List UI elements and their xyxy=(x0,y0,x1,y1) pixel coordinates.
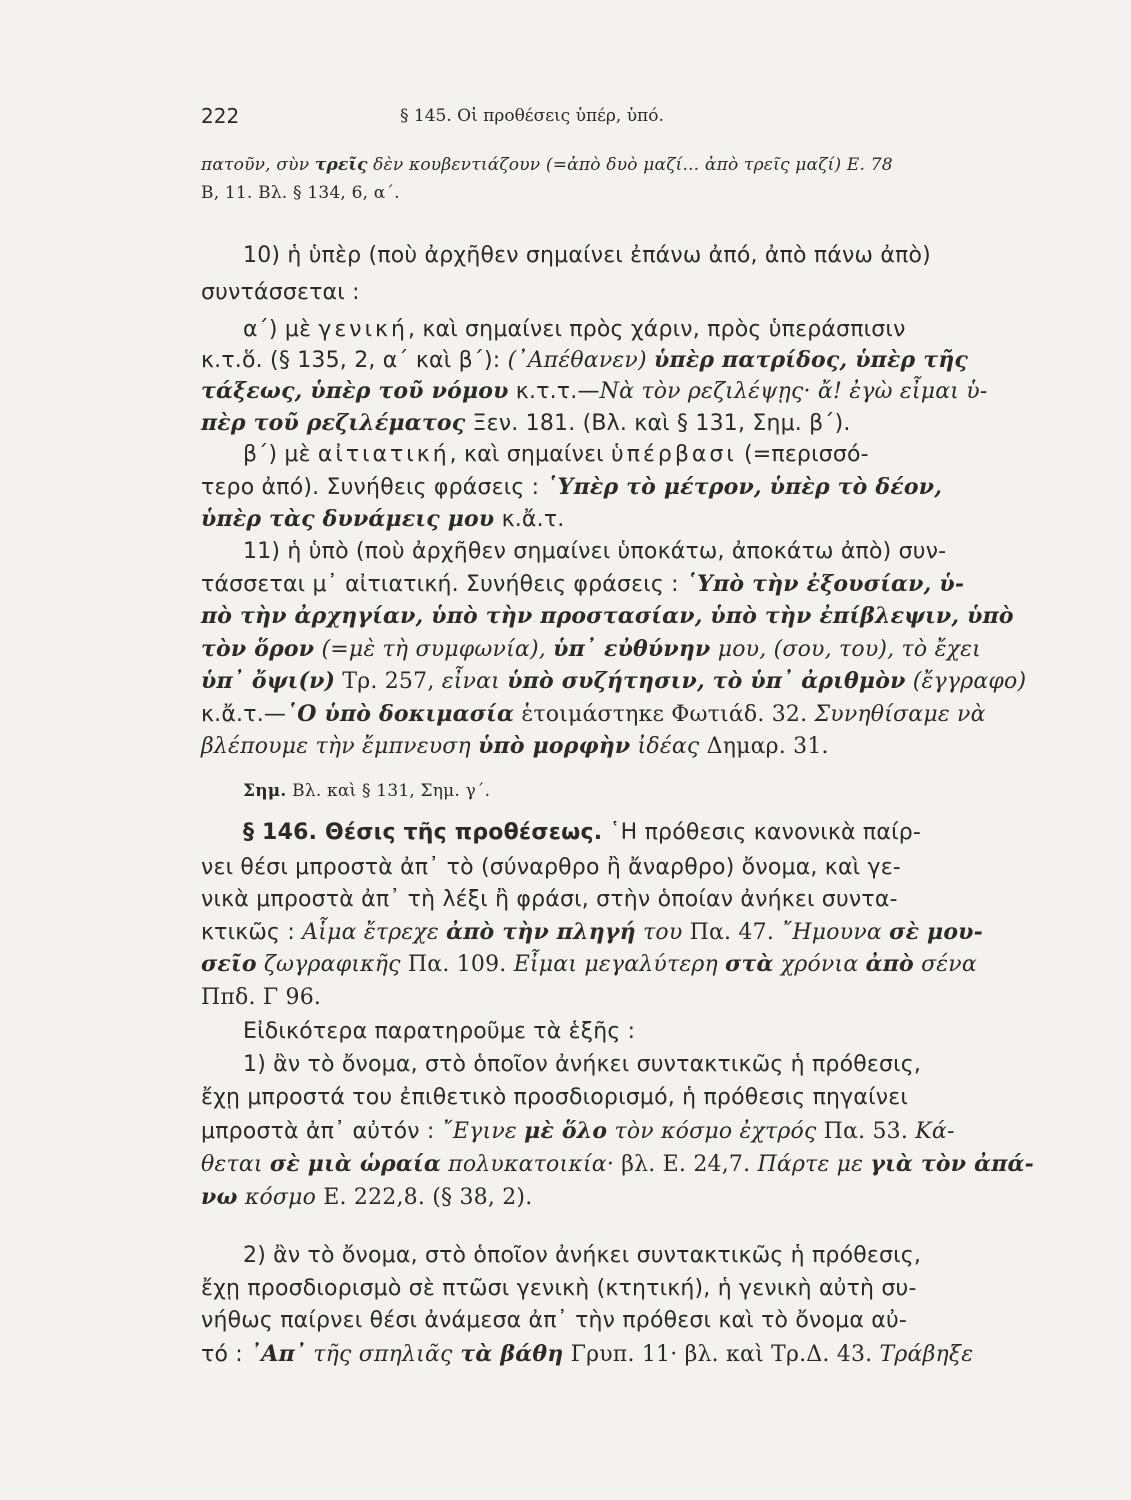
text-line-17: κ.ἄ.τ.—῾Ο ὑπὸ δοκιμασία ἑτοιμάστηκε Φωτιάδ. 32. Συνηθίσαμε νὰ xyxy=(201,701,986,727)
text-line-21: νει θέσι μπροστὰ ἀπ᾿ τὸ (σύναρθρο ἢ ἄναρθρο) ὄνομα, καὶ γε- xyxy=(201,855,901,880)
text-line-14: πὸ τὴν ἀρχηγίαν, ὑπὸ τὴν προστασίαν, ὑπὸ τὴν ἐπίβλεψιν, ὑπὸ xyxy=(201,603,1014,629)
text-line-30: θεται σὲ μιὰ ὡραία πολυκατοικία· βλ. Ε. 24,7. Πάρτε με γιὰ τὸν ἀπά- xyxy=(201,1151,1034,1177)
text-line-18: βλέπουμε τὴν ἔμπνευση ὑπὸ μορφὴν ἰδέας Δημαρ. 31. xyxy=(201,733,829,759)
text-line-32: 2) ἂν τὸ ὄνομα, στὸ ὁποῖον ἀνήκει συντακτικῶς ἡ πρόθεσις, xyxy=(243,1243,922,1268)
section-146-heading: § 146. Θέσις τῆς προθέσεως. xyxy=(243,820,603,845)
text-line-33: ἔχῃ προσδιορισμὸ σὲ πτῶσι γενικὴ (κτητική), ἡ γενικὴ αὐτὴ συ- xyxy=(201,1276,917,1301)
paragraph-11-line-1: 11) ἡ ὑπὸ (ποὺ ἀρχῆθεν σημαίνει ὑποκάτω, ἀποκάτω ἀπὸ) συν- xyxy=(243,539,947,564)
text-line-35: τό : ᾿Απ᾿ τῆς σπηλιᾶς τὰ βάθη Γρυπ. 11· βλ. καὶ Τρ.Δ. 43. Τράβηξε xyxy=(201,1341,974,1367)
text-line-26: Εἰδικότερα παρατηροῦμε τὰ ἑξῆς : xyxy=(243,1019,636,1044)
note-line: Σημ. Βλ. καὶ § 131, Σημ. γ΄. xyxy=(243,781,491,801)
text-line-34: νήθως παίρνει θέσι ἀνάμεσα ἀπ᾿ τὴν πρόθεσι καὶ τὸ ὄνομα αὐ- xyxy=(201,1308,908,1333)
text-line-10: τερο ἀπό). Συνήθεις φράσεις : ῾Υπὲρ τὸ μέτρον, ὑπὲρ τὸ δέον, xyxy=(201,474,943,500)
page-number: 222 xyxy=(201,104,240,128)
text-line-13: τάσσεται μ᾿ αἰτιατική. Συνήθεις φράσεις : ῾Υπὸ τὴν ἐξουσίαν, ὑ- xyxy=(201,571,965,597)
text-line-24: σεῖο ζωγραφικῆς Πα. 109. Εἶμαι μεγαλύτερη στὰ χρόνια ἀπὸ σένα xyxy=(201,951,977,977)
text-line-23: κτικῶς : Αἷμα ἔτρεχε ἀπὸ τὴν πληγή του Πα. 47. ῎Ημουνα σὲ μου- xyxy=(201,919,983,945)
text-line-29: μπροστὰ ἀπ᾿ αὐτόν : ῎Εγινε μὲ ὅλο τὸν κόσμο ἐχτρός Πα. 53. Κά- xyxy=(201,1118,955,1144)
text-line-1: πατοῦν, σὺν τρεῖς δὲν κουβεντιάζουν (=ἀπὸ δυὸ μαζί... ἀπὸ τρεῖς μαζί) Ε. 78 xyxy=(201,155,893,175)
paragraph-10-line-2: συντάσσεται : xyxy=(201,280,360,305)
text-line-15: τὸν ὅρον (=μὲ τὴ συμφωνία), ὑπ᾿ εὐθύνην μου, (σου, του), τὸ ἔχει xyxy=(201,636,981,662)
text-line-2: Β, 11. Βλ. § 134, 6, α΄. xyxy=(201,183,400,203)
text-line-31: νω κόσμο Ε. 222,8. (§ 38, 2). xyxy=(201,1184,533,1210)
text-line-11: ὑπὲρ τὰς δυνάμεις μου κ.ἄ.τ. xyxy=(201,506,565,532)
section-146-line-1: § 146. Θέσις τῆς προθέσεως. ῾Η πρόθεσις κανονικὰ παίρ- xyxy=(243,820,922,845)
text-line-6: κ.τ.ὅ. (§ 135, 2, α΄ καὶ β΄): (᾿Απέθανεν) ὑπὲρ πατρίδος, ὑπὲρ τῆς xyxy=(201,347,969,373)
text-line-5: α΄) μὲ γενική, καὶ σημαίνει πρὸς χάριν, πρὸς ὑπεράσπισιν xyxy=(243,317,906,342)
text-line-16: ὑπ᾿ ὄψι(ν) Τρ. 257, εἶναι ὑπὸ συζήτησιν, τὸ ὑπ᾿ ἀριθμὸν (ἔγγραφο) xyxy=(201,668,1027,694)
text-line-28: ἔχῃ μπροστά του ἐπιθετικὸ προσδιορισμό, ἡ πρόθεσις πηγαίνει xyxy=(201,1085,908,1110)
text-line-7: τάξεως, ὑπὲρ τοῦ νόμου κ.τ.τ.—Νὰ τὸν ρεζιλέψῃς· ἄ! ἐγὼ εἶμαι ὑ- xyxy=(201,378,988,404)
text-line-27: 1) ἂν τὸ ὄνομα, στὸ ὁποῖον ἀνήκει συντακτικῶς ἡ πρόθεσις, xyxy=(243,1052,922,1077)
running-title: § 145. Οἱ προθέσεις ὑπέρ, ὑπό. xyxy=(400,106,664,126)
text-line-8: πὲρ τοῦ ρεζιλέματος Ξεν. 181. (Βλ. καὶ § 131, Σημ. β΄). xyxy=(201,410,851,436)
text-line-9: β΄) μὲ αἰτιατική, καὶ σημαίνει ὑπέρβασι (=περισσό- xyxy=(243,442,869,467)
text-line-22: νικὰ μπροστὰ ἀπ᾿ τὴ λέξι ἢ φράσι, στὴν ὁποίαν ἀνήκει συντα- xyxy=(201,887,898,912)
paragraph-10-line-1: 10) ἡ ὑπὲρ (ποὺ ἀρχῆθεν σημαίνει ἐπάνω ἀπό, ἀπὸ πάνω ἀπὸ) xyxy=(243,243,931,268)
text-line-25: Ππδ. Γ 96. xyxy=(201,985,322,1010)
